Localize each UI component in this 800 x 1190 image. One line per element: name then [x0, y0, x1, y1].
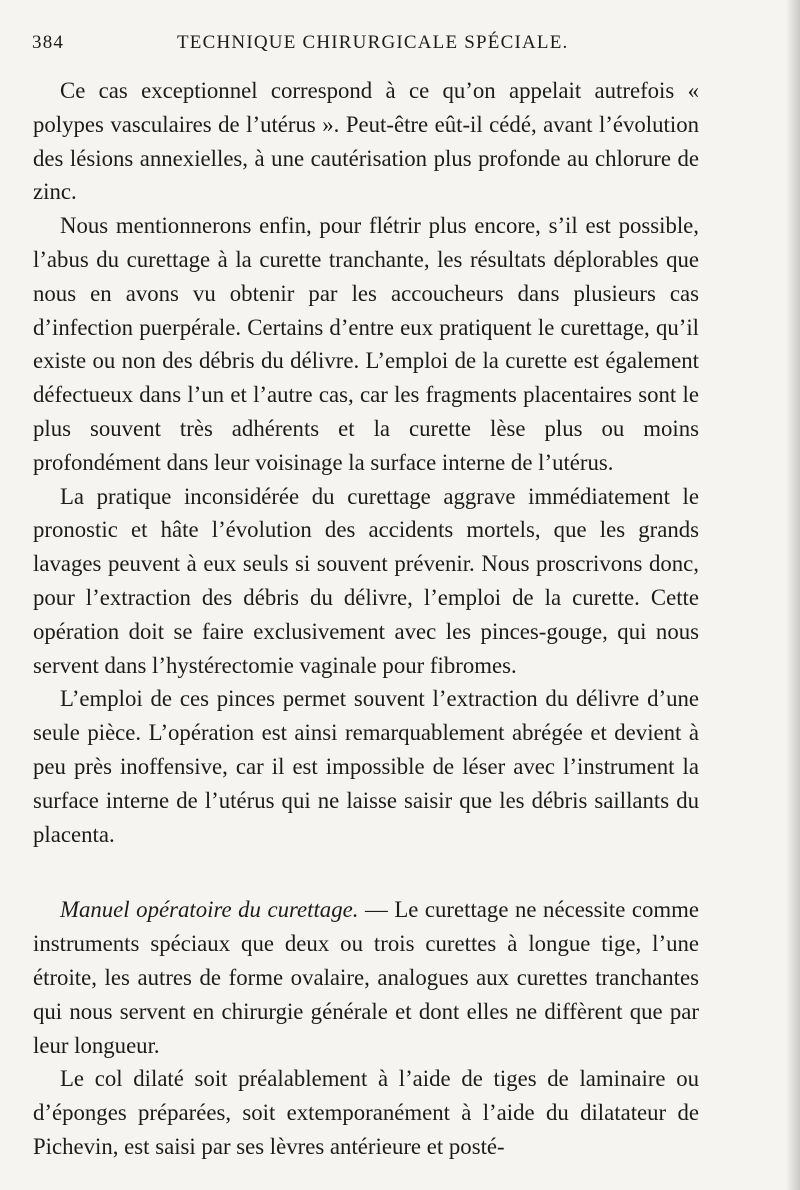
- section-paragraph: Le col dilaté soit préalablement à l’aide de tiges de laminaire ou d’éponges préparées, soit extemporanément à l’aide du dilatateur de Pichevin, est saisi par ses lèvres antérieure et posté-: [33, 1066, 699, 1159]
- running-title: TECHNIQUE CHIRURGICALE SPÉCIALE.: [177, 32, 569, 53]
- section-first-paragraph: [33, 893, 699, 1062]
- page-number: 384: [32, 32, 65, 53]
- paragraph-1: Ce cas exceptionnel correspond à ce qu’on appelait autrefois « polypes vasculaires de l’utérus ». Peut-être eût-il cédé, avant l’évolution des lésions annexielles, à une cautérisation plus profonde au chlorure de zinc.: [33, 78, 699, 205]
- page-header: [32, 32, 732, 60]
- section-heading: Manuel opératoire du curettage.: [60, 897, 359, 923]
- section-heading-tail: — Le curettage ne nécessite comme instruments spéciaux que deux ou trois curettes à longue tige, l’une étroite, les autres de forme ovalaire, analogues aux curettes tranchantes qui nous servent en chirurgie générale et dont elles ne diffèrent que par leur longueur.: [33, 897, 699, 1058]
- body-text: [33, 74, 699, 1164]
- page-edge-shadow: [786, 0, 800, 1190]
- paragraph-2: Nous mentionnerons enfin, pour flétrir plus encore, s’il est possible, l’abus du curettage à la curette tranchante, les résultats déplorables que nous en avons vu obtenir par les accoucheurs dans plusieurs cas d’infection puerpérale. Certains d’entre eux pratiquent le curettage, qu’il existe ou non des débris du délivre. L’emploi de la curette est également défectueux dans l’un et l’autre cas, car les fragments placentaires sont le plus souvent très adhérents et la curette lèse plus ou moins profondément dans leur voisinage la surface interne de l’utérus.: [33, 213, 699, 475]
- paragraph-4: L’emploi de ces pinces permet souvent l’extraction du délivre d’une seule pièce. L’opération est ainsi remarquablement abrégée et devient à peu près inoffensive, car il est impossible de léser avec l’instrument la surface interne de l’utérus qui ne laisse saisir que les débris saillants du placenta.: [33, 686, 699, 847]
- section-gap: [33, 851, 699, 893]
- paragraph-3: La pratique inconsidérée du curettage aggrave immédiatement le pronostic et hâte l’évolution des accidents mortels, que les grands lavages peuvent à eux seuls si souvent prévenir. Nous proscrivons donc, pour l’extraction des débris du délivre, l’emploi de la curette. Cette opération doit se faire exclusivement avec les pinces-gouge, qui nous servent dans l’hystérectomie vaginale pour fibromes.: [33, 483, 699, 678]
